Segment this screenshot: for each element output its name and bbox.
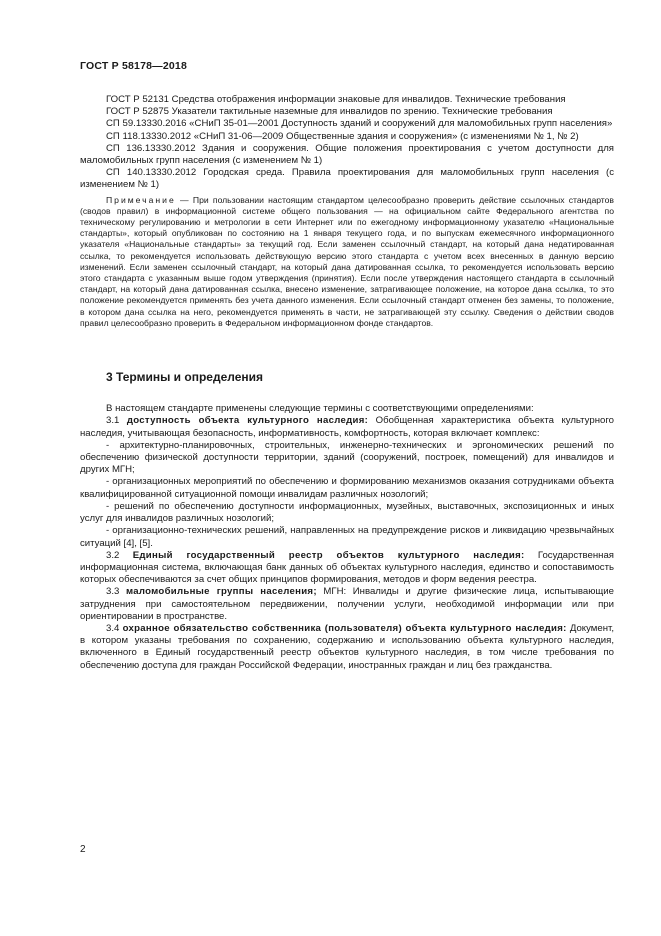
term-3-1 <box>80 415 614 439</box>
note-paragraph <box>80 195 614 329</box>
reference-item: СП 59.13330.2016 «СНиП 35-01—2001 Доступность зданий и сооружений для маломобильных групп населения» <box>106 118 613 130</box>
term-title: Единый государственный реестр объектов культурного наследия: <box>132 549 525 561</box>
reference-item: СП 136.13330.2012 Здания и сооружения. Общие положения проектирования с учетом доступности для маломобильных групп населения (с изменением № 1) <box>80 142 614 167</box>
list-item: - организационных мероприятий по обеспечению и формированию механизмов оказания сотрудниками объекта квалифицированной ситуационной помощи инвалидам различных нозологий; <box>80 476 614 500</box>
term-3-4 <box>80 623 614 672</box>
term-title: маломобильные группы населения; <box>125 586 317 598</box>
reference-item: ГОСТ Р 52875 Указатели тактильные наземные для инвалидов по зрению. Технические требования <box>106 106 553 118</box>
term-number: 3.1 <box>106 415 127 427</box>
term-number: 3.2 <box>106 549 133 561</box>
note-label: Примечание <box>106 194 176 205</box>
section-heading: 3 Термины и определения <box>106 370 264 385</box>
term-definition: Документ, в котором указаны требования по сохранению, содержанию и использованию объекта культурного наследия, включенного в Единый государственный реестр объектов культурного наследия, в том числе требования по обеспечению доступа для граждан Российской Федерации, иностранных граждан и лиц без гражданства. <box>80 622 614 671</box>
reference-list <box>80 94 614 192</box>
term-number: 3.4 <box>106 622 123 634</box>
term-definition: Государственная информационная система, включающая банк данных об объектах культурного наследия, единство и сопоставимость которых обеспечиваются за счет общих принципов формирования, методов и форм ведения реестра. <box>80 549 614 586</box>
list-item: - решений по обеспечению доступности информационных, музейных, выставочных, экспозиционных и иных услуг для инвалидов различных нозологий; <box>80 500 614 525</box>
term-definition: МГН: Инвалиды и другие физические лица, испытывающие затруднения при самостоятельном передвижении, получении услуги, необходимой информации или при ориентировании в пространстве. <box>80 586 614 622</box>
reference-item: СП 140.13330.2012 Городская среда. Правила проектирования для маломобильных групп населения (с изменением № 1) <box>80 167 614 191</box>
document-body <box>80 94 614 672</box>
page-number: 2 <box>80 844 86 855</box>
intro-paragraph: В настоящем стандарте применены следующие термины с соответствующими определениями: <box>106 403 534 415</box>
reference-item: ГОСТ Р 52131 Средства отображения информации знаковые для инвалидов. Технические требования <box>106 94 566 105</box>
term-3-2 <box>80 550 614 587</box>
term-definition: Обобщенная характеристика объекта культурного наследия, учитывающая безопасность, информативность, комфортность, которая включает комплекс: <box>80 415 614 439</box>
list-item: - архитектурно-планировочных, строительных, инженерно-технических и эргономических решений по обеспечению физической доступности территории, зданий (сооружений, построек, помещений) для инвалидов и других МГН; <box>80 439 614 476</box>
term-3-3 <box>80 586 614 623</box>
list-item: - организационно-технических решений, направленных на предупреждение рисков и ликвидацию чрезвычайных ситуаций [4], [5]. <box>80 525 614 549</box>
note-text: — При пользовании настоящим стандартом целесообразно проверить действие ссылочных стандартов (сводов правил) в информационной системе общего пользования — на официальном сайте Федерального агентства по техническому регулированию и метрологии в сети Интернет или по ежегодному информационному указателю «Национальные стандарты», который опубликован по состоянию на 1 января текущего года, и по выпускам ежемесячного информационного указателя «Национальные стандарты» за текущий год. Если заменен ссылочный стандарт, на который дана недатированная ссылка, то рекомендуется использовать действующую версию этого стандарта с учетом всех внесенных в данную версию изменений. Если заменен ссылочный стандарт, на который дана датированная ссылка, то рекомендуется использовать версию этого стандарта с указанным выше годом утверждения (принятия). Если после утверждения настоящего стандарта в ссылочный стандарт, на который дана датированная ссылка, внесено изменение, затрагивающее положение, на которое дана ссылка, то это положение рекомендуется применять без учета данного изменения. Если ссылочный стандарт отменен без замены, то положение, в котором дана ссылка на него, рекомендуется применять в части, не затрагивающей эту ссылку. Сведения о действии сводов правил целесообразно проверить в Федеральном информационном фонде стандартов. <box>80 194 614 328</box>
document-header: ГОСТ Р 58178—2018 <box>80 60 188 72</box>
term-title: охранное обязательство собственника (пользователя) объекта культурного наследия: <box>122 622 567 634</box>
term-number: 3.3 <box>106 586 126 598</box>
term-title: доступность объекта культурного наследия: <box>126 415 369 427</box>
reference-item: СП 118.13330.2012 «СНиП 31-06—2009 Общественные здания и сооружения» (с изменениями № 1, № 2) <box>106 130 579 142</box>
